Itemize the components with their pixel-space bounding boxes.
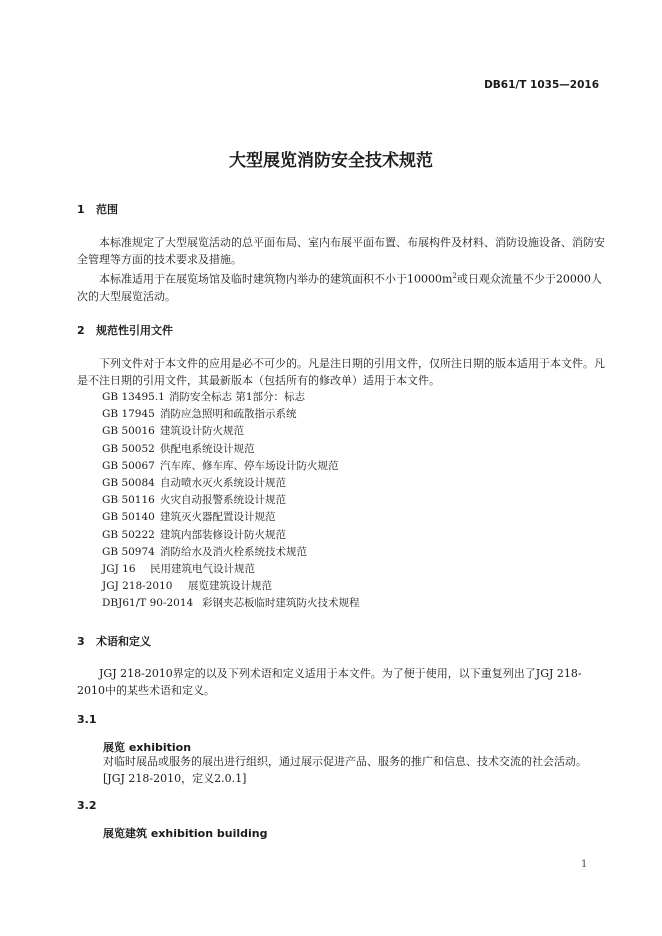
superscript-2: 2 (452, 272, 457, 280)
reference-name: 展览建筑设计规范 (188, 580, 272, 593)
section-2-intro (77, 355, 605, 389)
reference-code: GB 13495.1 (102, 391, 165, 403)
reference-item (102, 475, 360, 492)
reference-name: 消防安全标志 第1部分：标志 (169, 391, 306, 403)
reference-name: 建筑设计防火规范 (160, 425, 244, 438)
reference-name: 建筑内部装修设计防火规范 (160, 528, 286, 541)
reference-item (102, 423, 360, 440)
reference-item (102, 595, 360, 612)
reference-list (102, 389, 360, 613)
reference-code: JGJ 16 (102, 563, 136, 576)
reference-name: 消防应急照明和疏散指示系统 (160, 408, 297, 421)
section-number: 2 (77, 324, 85, 337)
references-intro: 下列文件对于本文件的应用是必不可少的。凡是注日期的引用文件，仅所注日期的版本适用于本文件。凡是不注日期的引用文件，其最新版本（包括所有的修改单）适用于本文件。 (77, 357, 605, 387)
reference-code: GB 50016 (102, 425, 155, 438)
reference-item (102, 544, 360, 561)
subsection-number-3-2: 3.2 (77, 799, 97, 812)
reference-item (102, 441, 360, 458)
reference-name: 建筑灭火器配置设计规范 (160, 511, 276, 524)
reference-name: 供配电系统设计规范 (160, 442, 255, 455)
reference-code: GB 50140 (102, 511, 155, 524)
scope-paragraph-2-text-b: 或日观众流量不少于20000人次的大型展览活动。 (77, 272, 602, 303)
reference-name: 火灾自动报警系统设计规范 (160, 494, 286, 507)
standard-code: DB61/T 1035—2016 (484, 79, 599, 91)
term-exhibition: 展览 exhibition (103, 741, 192, 754)
terms-intro: JGJ 218-2010界定的以及下列术语和定义适用于本文件。为了便于使用，以下重复列出了JGJ 218-2010中的某些术语和定义。 (77, 667, 582, 697)
section-1-body (77, 234, 605, 305)
page-number: 1 (581, 859, 588, 870)
section-number: 1 (77, 203, 85, 216)
reference-code: GB 50052 (102, 442, 155, 455)
section-2-heading (77, 322, 173, 338)
reference-name: 民用建筑电气设计规范 (150, 563, 255, 576)
reference-name: 消防给水及消火栓系统技术规范 (160, 545, 307, 558)
reference-code: GB 50116 (102, 494, 155, 507)
reference-item (102, 509, 360, 526)
section-3-intro (77, 665, 605, 699)
reference-code: GB 50067 (102, 459, 155, 472)
term-exhibition-building: 展览建筑 exhibition building (103, 827, 268, 840)
section-number: 3 (77, 635, 85, 648)
reference-item (102, 492, 360, 509)
reference-name: 汽车库、修车库、停车场设计防火规范 (160, 459, 339, 472)
reference-item (102, 561, 360, 578)
reference-code: JGJ 218-2010 (102, 580, 173, 593)
section-title: 规范性引用文件 (96, 324, 173, 337)
reference-item (102, 389, 360, 406)
subsection-number-3-1: 3.1 (77, 713, 97, 726)
term-definition: 对临时展品或服务的展出进行组织，通过展示促进产品、服务的推广和信息、技术交流的社会活动。 (103, 755, 587, 768)
scope-paragraph-1: 本标准规定了大型展览活动的总平面布局、室内布展平面布置、布展构件及材料、消防设施设备、消防安全管理等方面的技术要求及措施。 (77, 236, 605, 266)
reference-item (102, 458, 360, 475)
document-title: 大型展览消防安全技术规范 (229, 151, 433, 171)
reference-name: 自动喷水灭火系统设计规范 (160, 477, 286, 490)
reference-code: DBJ61/T 90-2014 (102, 597, 194, 610)
term-source: [JGJ 218-2010，定义2.0.1] (103, 772, 247, 785)
reference-name: 彩钢夹芯板临时建筑防火技术规程 (202, 597, 360, 610)
scope-paragraph-2-text-a: 本标准适用于在展览场馆及临时建筑物内举办的建筑面积不小于10000m (99, 272, 453, 286)
section-title: 范围 (96, 203, 118, 216)
reference-item (102, 406, 360, 423)
reference-code: GB 50084 (102, 477, 155, 490)
section-title: 术语和定义 (96, 635, 151, 648)
reference-code: GB 50974 (102, 545, 155, 558)
reference-item (102, 578, 360, 595)
scope-paragraph-2 (77, 268, 605, 305)
section-3-heading (77, 633, 151, 649)
reference-item (102, 527, 360, 544)
section-1-heading (77, 201, 118, 217)
reference-code: GB 17945 (102, 408, 155, 421)
reference-code: GB 50222 (102, 528, 155, 541)
